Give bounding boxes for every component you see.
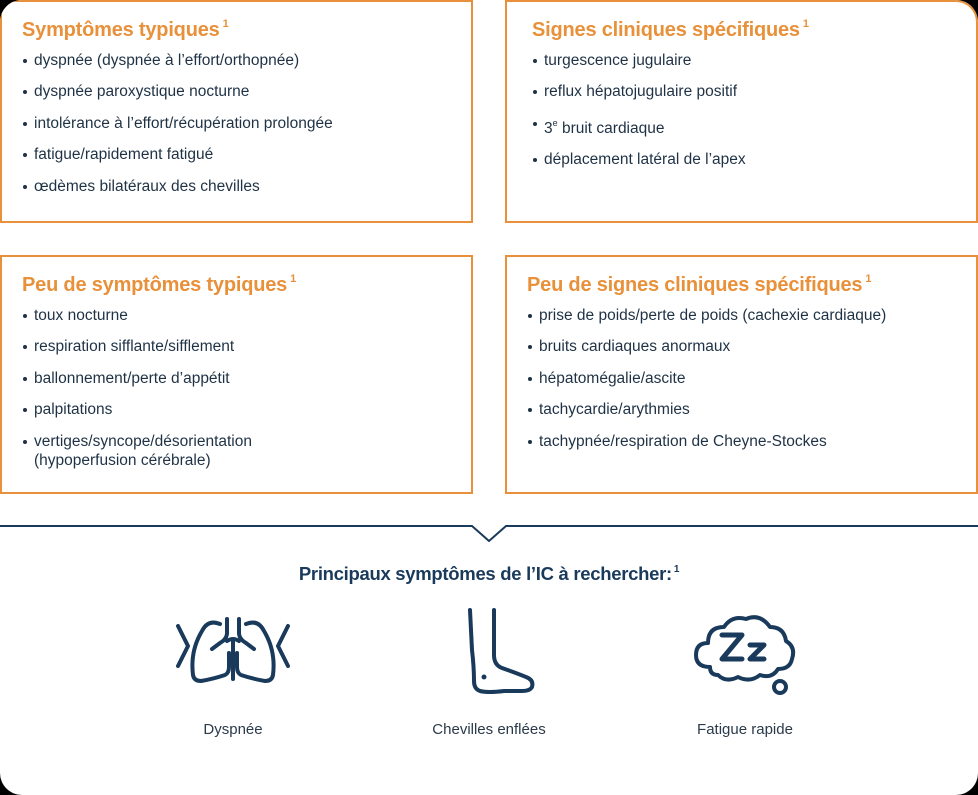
symptom-dyspnea bbox=[133, 605, 333, 738]
list-item: dyspnée (dyspnée à l’effort/orthopnée) bbox=[22, 51, 471, 70]
list-item: toux nocturne bbox=[22, 306, 471, 325]
footnote-ref: 1 bbox=[802, 18, 809, 30]
main-symptoms-title: Principaux symptômes de l’IC à rechercher: $^1$ bbox=[298, 563, 680, 584]
list-item: déplacement latéral de l’apex bbox=[532, 150, 976, 169]
symptom-list bbox=[22, 306, 471, 470]
card-less-typical-symptoms bbox=[0, 255, 473, 494]
list-item: fatigue/rapidement fatigué bbox=[22, 145, 471, 164]
list-item: dyspnée paroxystique nocturne bbox=[22, 82, 471, 101]
sign-list bbox=[527, 306, 976, 451]
list-item: intolérance à l’effort/récupération prolongée bbox=[22, 114, 471, 133]
footnote-ref: 1 bbox=[290, 273, 297, 285]
list-item: reflux hépatojugulaire positif bbox=[532, 82, 976, 101]
footnote-ref: 1 bbox=[865, 273, 872, 285]
list-item: bruits cardiaques anormaux bbox=[527, 337, 976, 356]
symptom-swollen-ankles bbox=[389, 605, 589, 738]
symptom-list bbox=[22, 51, 471, 196]
list-item: 3e bruit cardiaque bbox=[532, 114, 976, 138]
list-item: prise de poids/perte de poids (cachexie cardiaque) bbox=[527, 306, 976, 325]
footnote-ref: 1 bbox=[222, 18, 229, 30]
list-item: œdèmes bilatéraux des chevilles bbox=[22, 177, 471, 196]
list-item: respiration sifflante/sifflement bbox=[22, 337, 471, 356]
lungs-icon bbox=[168, 605, 298, 695]
list-item: vertiges/syncope/désorientation (hypoperfusion cérébrale) bbox=[22, 432, 471, 470]
symptom-label: Fatigue rapide bbox=[697, 721, 793, 738]
list-item: tachycardie/arythmies bbox=[527, 400, 976, 419]
list-item: ballonnement/perte d’appétit bbox=[22, 369, 471, 388]
card-less-specific-clinical-signs bbox=[505, 255, 978, 494]
symptom-label: Chevilles enflées bbox=[432, 721, 546, 738]
symptom-label: Dyspnée bbox=[203, 721, 263, 738]
list-item: turgescence jugulaire bbox=[532, 51, 976, 70]
card-title: Signes cliniques spécifiques $^1$ bbox=[532, 18, 809, 41]
section-divider bbox=[0, 522, 978, 542]
sign-list bbox=[532, 51, 976, 169]
card-title: Symptômes typiques $^1$ bbox=[22, 18, 229, 41]
footnote-ref: 1 bbox=[673, 564, 680, 575]
card-specific-clinical-signs bbox=[505, 0, 978, 223]
list-item: palpitations bbox=[22, 400, 471, 419]
sleep-cloud-icon bbox=[680, 605, 810, 705]
list-item-continuation: (hypoperfusion cérébrale) bbox=[34, 451, 211, 469]
foot-icon bbox=[424, 605, 554, 695]
card-typical-symptoms bbox=[0, 0, 473, 223]
symptom-fatigue bbox=[645, 605, 845, 738]
card-title: Peu de symptômes typiques $^1$ bbox=[22, 273, 297, 296]
card-title: Peu de signes cliniques spécifiques $^1$ bbox=[527, 273, 872, 296]
list-item: tachypnée/respiration de Cheyne-Stockes bbox=[527, 432, 976, 451]
list-item: hépatomégalie/ascite bbox=[527, 369, 976, 388]
